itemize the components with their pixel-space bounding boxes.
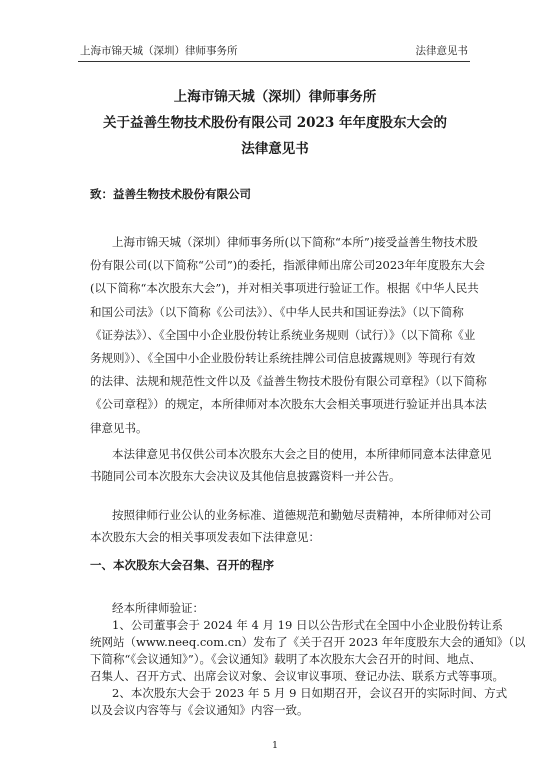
paragraph-line: 份有限公司(以下简称“公司”)的委托，指派律师出席公司2023年年度股东大会 (90, 258, 485, 273)
paragraph-line: 本次股东大会的相关事项发表如下法律意见： (90, 530, 320, 544)
header-divider (78, 61, 470, 62)
list-item-line: 1、公司董事会于 2024 年 4 月 19 日以公告形式在全国中小企业股份转让系 (112, 618, 503, 632)
paragraph-line: 《公司章程》）的规定，本所律师对本次股东大会相关事项进行验证并出具本法 (90, 397, 487, 412)
paragraph-line: 本法律意见书仅供公司本次股东大会之目的使用，本所律师同意本法律意见 (112, 447, 492, 461)
list-item-line: 下简称“《会议通知》”）。《会议通知》载明了本次股东大会召开的时间、地点、 (90, 652, 482, 666)
addressee: 致：益善生物技术股份有限公司 (90, 187, 251, 201)
paragraph-opinion-intro (90, 504, 492, 548)
list-item-line: 2、本次股东大会于 2023 年 5 月 9 日如期召开，会议召开的实际时间、方式 (112, 686, 508, 700)
paragraph-line: 按照律师行业公认的业务标准、道德规范和勤勉尽责精神，本所律师对公司 (112, 508, 492, 522)
header-firm-name: 上海市锦天城（深圳）律师事务所 (80, 45, 238, 57)
paragraph-line: (以下简称“本次股东大会”)，并对相关事项进行验证工作。根据《中华人民共 (90, 281, 479, 296)
title-line-2: 关于益善生物技术股份有限公司 2023 年年度股东大会的 (103, 115, 447, 131)
paragraph-line: 律意见书。 (90, 420, 148, 435)
title-line-1: 上海市锦天城（深圳）律师事务所 (173, 89, 377, 105)
paragraph-line: 上海市锦天城（深圳）律师事务所(以下简称“本所”)接受益善生物技术股 (112, 235, 478, 249)
header-doc-type: 法律意见书 (415, 45, 468, 57)
paragraph-line: 《证券法》）、《全国中小企业股份转让系统业务规则（试行）》（以下简称《业 (90, 327, 476, 342)
list-item-line: 召集人、召开方式、出席会议对象、会议审议事项、登记办法、联系方式等事项。 (90, 669, 504, 683)
paragraph-line: 书随同公司本次股东大会决议及其他信息披露资料一并公告。 (90, 469, 401, 483)
paragraph-line: 的法律、法规和规范性文件以及《益善生物技术股份有限公司章程》（以下简称 (90, 374, 487, 389)
title-line-3: 法律意见书 (241, 141, 309, 157)
list-item-line: 统网站（www.neeq.com.cn）发布了《关于召开 2023 年年度股东大会的通知》（以 (90, 635, 526, 649)
paragraph-line: 和国公司法》（以下简称《公司法》）、《中华人民共和国证券法》（以下简称 (90, 304, 464, 319)
section-heading-1: 一、本次股东大会召集、召开的程序 (90, 558, 274, 572)
paragraph-engagement (90, 231, 487, 440)
verification-items (90, 617, 526, 719)
page-number: 1 (271, 740, 279, 751)
verification-intro: 经本所律师验证： (112, 601, 204, 615)
list-item-line: 以及会议内容等与《会议通知》内容一致。 (90, 703, 309, 717)
paragraph-usage (90, 443, 492, 487)
paragraph-line: 务规则》）、《全国中小企业股份转让系统挂牌公司信息披露规则》等现行有效 (90, 351, 476, 366)
